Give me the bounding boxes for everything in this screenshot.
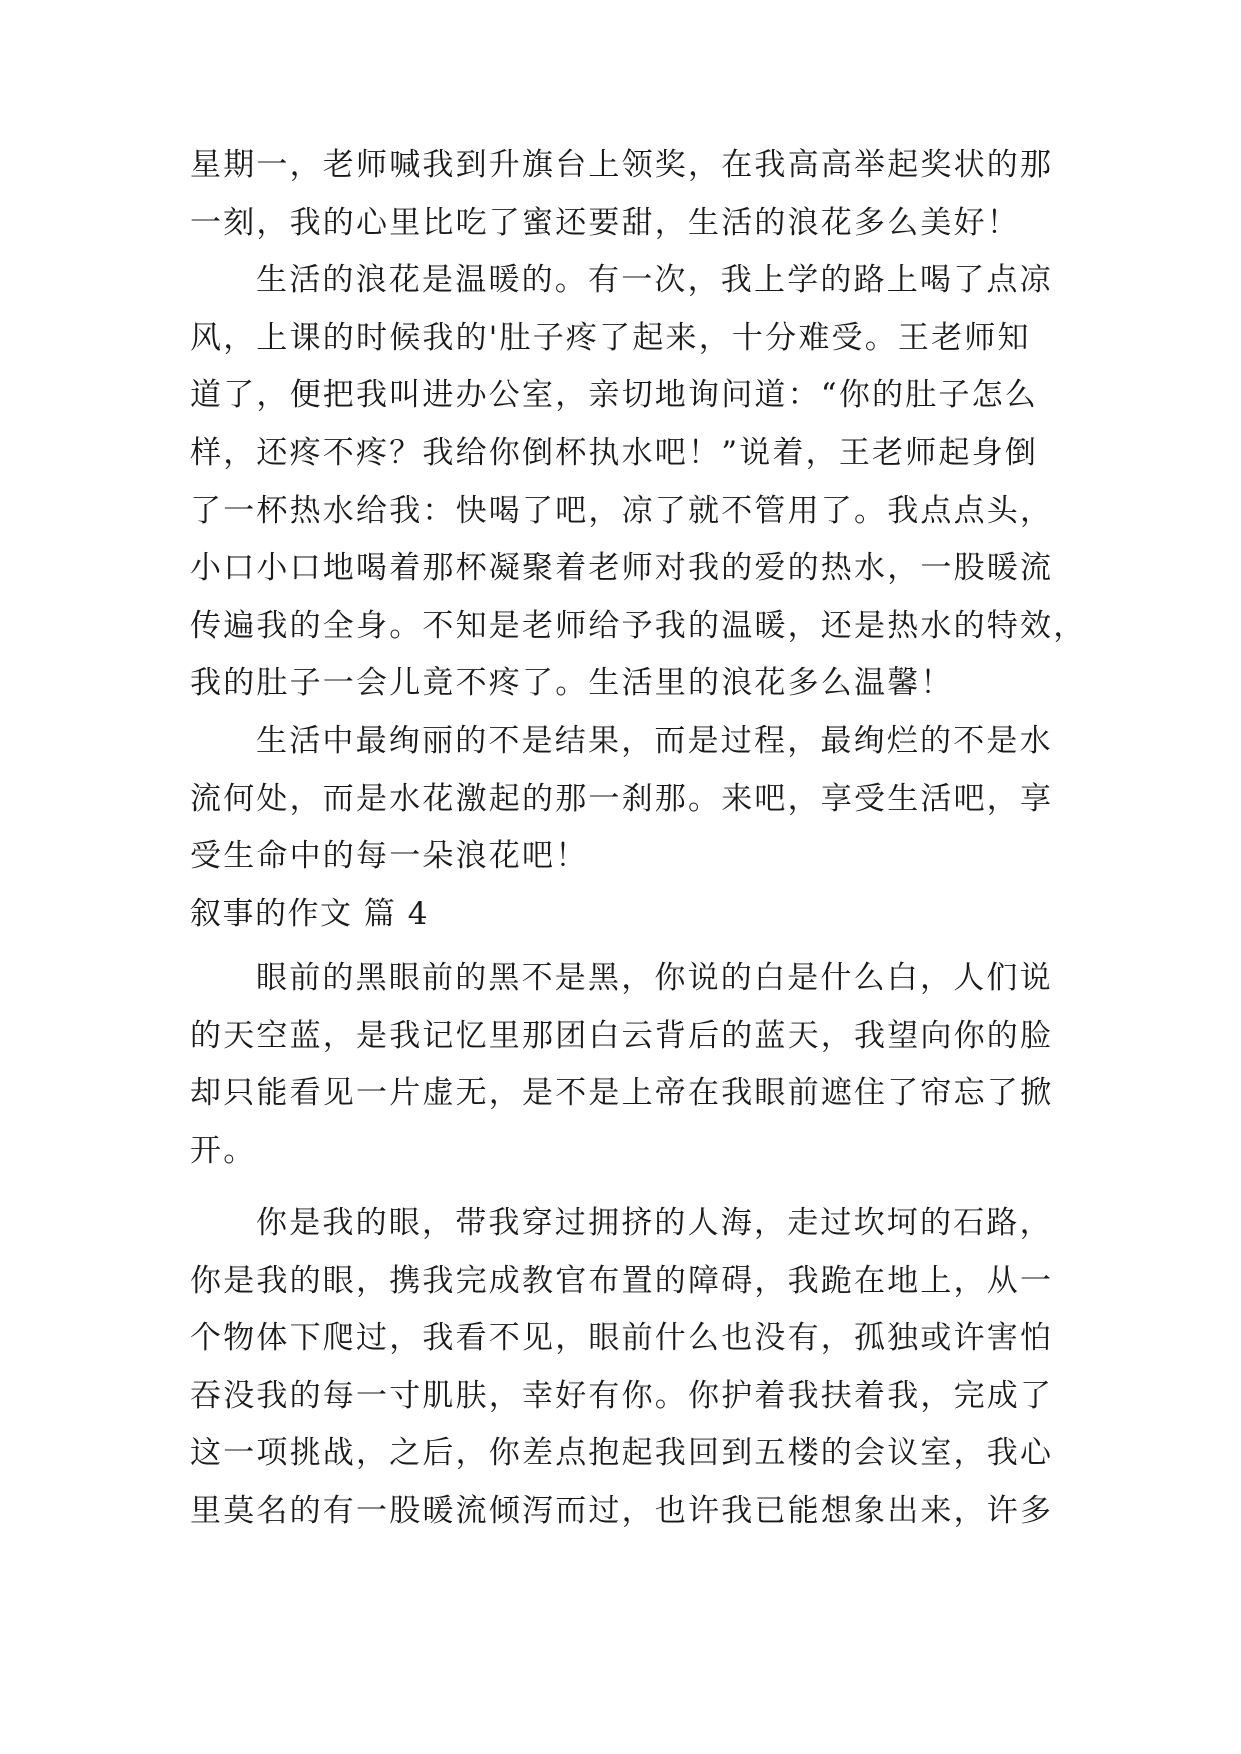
essay-body-bottom [190,950,1052,1180]
text-line: 道了，便把我叫进办公室，亲切地询问道：“你的肚子怎么 [190,377,1039,414]
text-line: 受生命中的每一朵浪花吧！ [190,838,589,875]
text-line: 传遍我的全身。不知是老师给予我的温暖，还是热水的特效， [190,607,1087,644]
text-line: 生活的浪花是温暖的。有一次，我上学的路上喝了点凉 [256,262,1053,299]
text-line: 开。 [190,1132,257,1169]
essay-body-top [190,137,1087,943]
text-line: 却只能看见一片虚无，是不是上帝在我眼前遮住了帘忘了掀 [190,1075,1054,1112]
text-line: 生活中最绚丽的不是结果，而是过程，最绚烂的不是水 [256,722,1053,759]
text-line: 一刻，我的心里比吃了蜜还要甜，生活的浪花多么美好！ [190,204,1020,241]
text-line: 这一项挑战，之后，你差点抱起我回到五楼的会议室，我心 [190,1435,1054,1472]
text-line: 了一杯热水给我：快喝了吧，凉了就不管用了。我点点头， [190,492,1054,529]
text-line: 你是我的眼，携我完成教官布置的障碍，我跪在地上，从一 [190,1262,1054,1299]
section-title: 叙事的作文 篇 4 [190,895,429,932]
text-line: 个物体下爬过，我看不见，眼前什么也没有，孤独或许害怕 [190,1320,1054,1357]
essay-body-last [190,1195,1052,1541]
text-line: 的天空蓝，是我记忆里那团白云背后的蓝天，我望向你的脸 [190,1017,1054,1054]
text-line: 吞没我的每一寸肌肤，幸好有你。你护着我扶着我，完成了 [190,1377,1054,1414]
text-line: 样，还疼不疼？我给你倒杯执水吧！”说着，王老师起身倒 [190,434,1039,471]
text-line: 风，上课的时候我的'肚子疼了起来，十分难受。王老师知 [190,319,1031,356]
text-line: 星期一，老师喊我到升旗台上领奖，在我高高举起奖状的那 [190,147,1054,183]
text-line: 你是我的眼，带我穿过拥挤的人海，走过坎坷的石路， [256,1205,1053,1241]
text-line: 小口小口地喝着那杯凝聚着老师对我的爱的热水，一股暖流 [190,550,1054,587]
text-line: 里莫名的有一股暖流倾泻而过，也许我已能想象出来，许多 [190,1492,1054,1529]
text-line: 眼前的黑眼前的黑不是黑，你说的白是什么白，人们说 [256,960,1053,996]
text-line: 流何处，而是水花激起的那一刹那。来吧，享受生活吧，享 [190,780,1054,817]
text-line: 我的肚子一会儿竟不疼了。生活里的浪花多么温馨！ [190,665,954,702]
